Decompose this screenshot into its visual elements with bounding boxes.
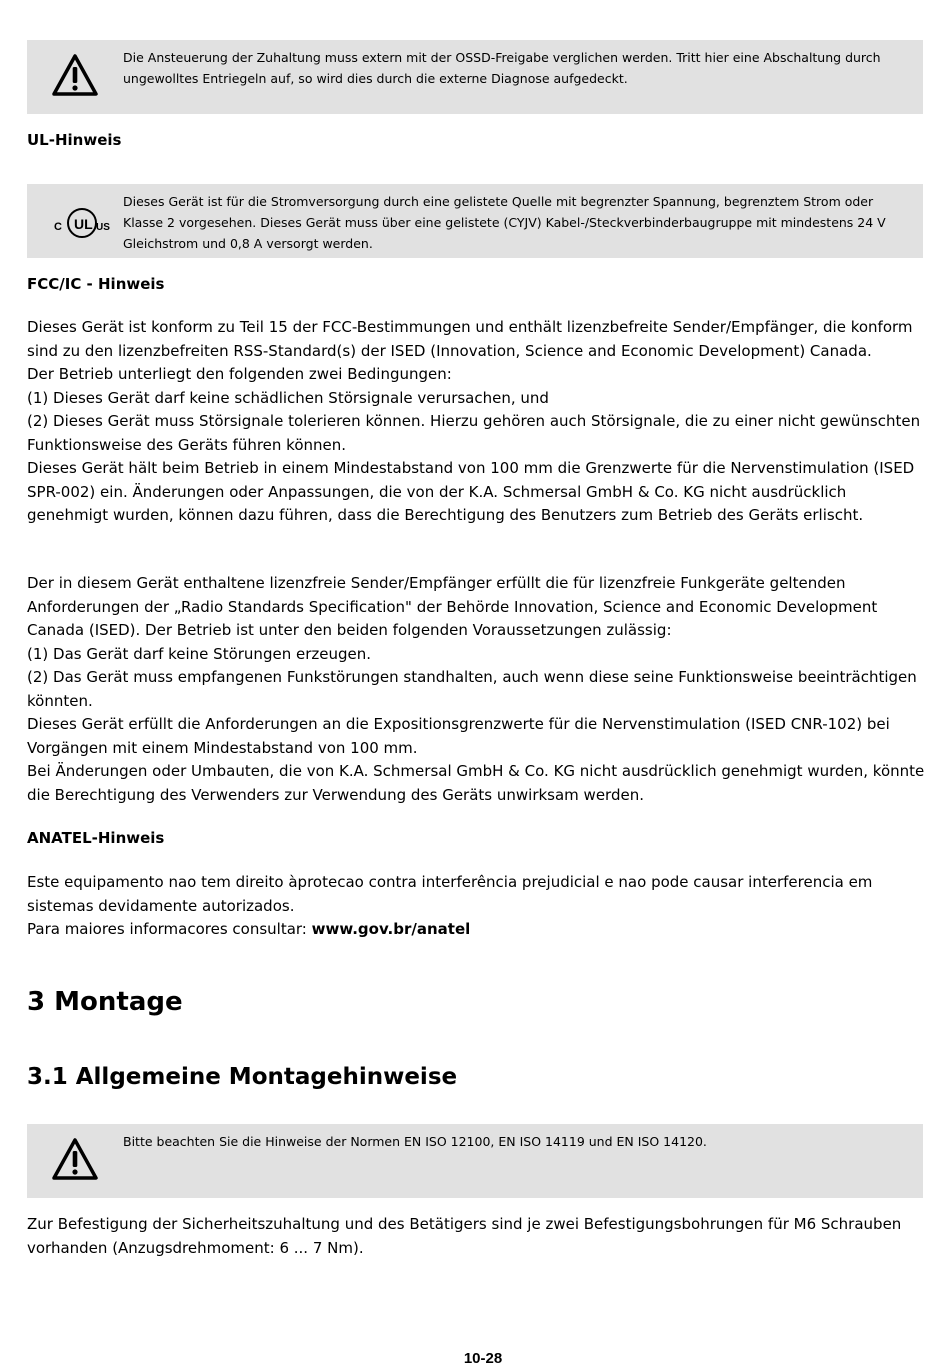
warning-notice-ossd: [27, 40, 923, 114]
fcc-paragraph: (2) Das Gerät muss empfangenen Funkstörungen standhalten, auch wenn diese seine Funktionsweise beeinträchtigen könnten.: [27, 668, 917, 710]
cul-ul-mark: UL: [74, 216, 93, 232]
warning-triangle-icon: [51, 53, 99, 101]
warning-text: Die Ansteuerung der Zuhaltung muss extern mit der OSSD-Freigabe verglichen werden. Tritt hier eine Abschaltung durch ungewolltes Entriegeln auf, so wird dies durch die externe Diagnose aufgedeckt.: [123, 50, 881, 86]
warning-text: Bitte beachten Sie die Hinweise der Normen EN ISO 12100, EN ISO 14119 und EN ISO 14120.: [123, 1134, 707, 1149]
section-title-3-1: 3.1 Allgemeine Montagehinweise: [27, 1064, 458, 1090]
fcc-paragraph: (2) Dieses Gerät muss Störsignale tolerieren können. Hierzu gehören auch Störsignale, die zu einer nicht gewünschten Funktionsweise des Geräts führen können.: [27, 412, 921, 454]
anatel-heading: ANATEL-Hinweis: [27, 829, 165, 847]
anatel-contact-label: Para maiores informacores consultar:: [27, 920, 312, 938]
ul-notice: [27, 184, 923, 258]
fcc-paragraph: (1) Das Gerät darf keine Störungen erzeugen.: [27, 644, 371, 663]
fcc-paragraph: Der Betrieb unterliegt den folgenden zwei Bedingungen:: [27, 365, 452, 383]
section-title-3: 3 Montage: [27, 987, 183, 1017]
anatel-link[interactable]: www.gov.br/anatel: [311, 920, 471, 938]
fcc-paragraph: Dieses Gerät ist konform zu Teil 15 der FCC-Bestimmungen und enthält lizenzbefreite Sender/Empfänger, die konform sind zu den lizenzbefreiten RSS-Standard(s) der ISED (Innovation, Science and Economic Development) Canada.: [27, 318, 913, 360]
fcc-block-2: [27, 572, 927, 807]
anatel-text: Este equipamento nao tem direito àprotecao contra interferência prejudicial e nao pode causar interferencia em sistemas devidamente autorizados.: [27, 873, 873, 915]
cul-c-mark: C: [54, 221, 62, 233]
ul-heading: UL-Hinweis: [27, 131, 122, 149]
fcc-paragraph: (1) Dieses Gerät darf keine schädlichen Störsignale verursachen, und: [27, 388, 549, 407]
fcc-paragraph: Dieses Gerät erfüllt die Anforderungen an die Expositionsgrenzwerte für die Nervenstimulation (ISED CNR-102) bei Vorgängen mit einem Mindestabstand von 100 mm.: [27, 715, 890, 757]
anatel-contact-line: [27, 918, 927, 942]
fcc-heading: FCC/IC - Hinweis: [27, 275, 165, 293]
warning-notice-iso: [27, 1124, 923, 1198]
mounting-paragraph: Zur Befestigung der Sicherheitszuhaltung und des Betätigers sind je zwei Befestigungsbohrungen für M6 Schrauben vorhanden (Anzugsdrehmoment: 6 ... 7 Nm).: [27, 1215, 902, 1257]
anatel-block: [27, 871, 927, 942]
fcc-paragraph: Bei Änderungen oder Umbauten, die von K.A. Schmersal GmbH & Co. KG nicht ausdrücklich genehmigt wurden, könnte die Berechtigung des Verwenders zur Verwendung des Geräts unwirksam werden.: [27, 762, 925, 804]
warning-triangle-icon: [51, 1137, 99, 1185]
page-number: 10-28: [463, 1350, 503, 1367]
cul-us-mark: US: [96, 222, 110, 233]
fcc-block-1: [27, 316, 927, 528]
cul-us-listed-icon: [53, 206, 111, 244]
fcc-paragraph: Dieses Gerät hält beim Betrieb in einem Mindestabstand von 100 mm die Grenzwerte für die Nervenstimulation (ISED SPR-002) ein. Änderungen oder Anpassungen, die von der K.A. Schmersal GmbH & Co. KG nicht ausdrücklich genehmigt wurden, können dazu führen, dass die Berechtigung des Benutzers zum Betrieb des Geräts erlischt.: [27, 459, 915, 524]
fcc-paragraph: Der in diesem Gerät enthaltene lizenzfreie Sender/Empfänger erfüllt die für lizenzfreie Funkgeräte geltenden Anforderungen der „Radio Standards Specification" der Behörde Innovation, Science and Economic Development Canada (ISED). Der Betrieb ist unter den beiden folgenden Voraussetzungen zulässig:: [27, 574, 878, 639]
ul-text: Dieses Gerät ist für die Stromversorgung durch eine gelistete Quelle mit begrenzter Spannung, begrenztem Strom oder Klasse 2 vorgesehen. Dieses Gerät muss über eine gelistete (CYJV) Kabel-/Steckverbinderbaugruppe mit mindestens 24 V Gleichstrom und 0,8 A versorgt werden.: [123, 194, 886, 251]
